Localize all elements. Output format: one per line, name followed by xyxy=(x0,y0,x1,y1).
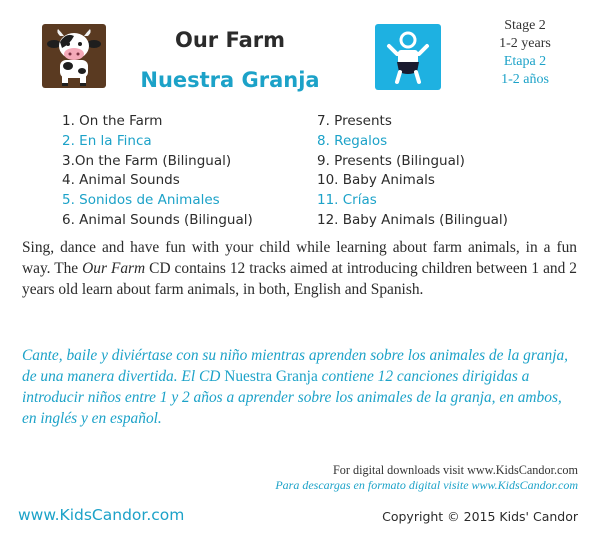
description-spanish-part1: Cante, baile y diviértase con su niño mientras aprenden sobre los animales de la granja, de una manera divertida. El CD xyxy=(22,347,569,385)
title-spanish: Nuestra Granja xyxy=(140,68,320,92)
track-item: 1. On the Farm xyxy=(62,113,163,129)
description-english xyxy=(22,237,577,300)
description-english-part1: Sing, dance and have fun with your child while learning about farm animals, in a fun way. The xyxy=(22,239,577,277)
cow-icon xyxy=(42,24,106,88)
description-spanish-part2: contiene 12 canciones dirigidas a introducir niños entre 1 y 2 años a aprender sobre los animales de la granja, en ambos, en inglés y en español. xyxy=(22,368,562,427)
downloads-english: For digital downloads visit www.KidsCandor.com xyxy=(333,463,578,477)
track-item: 7. Presents xyxy=(317,113,392,129)
stage-label: Stage 2 xyxy=(504,18,546,33)
website-link[interactable]: www.KidsCandor.com xyxy=(18,506,185,524)
downloads-spanish: Para descargas en formato digital visite www.KidsCandor.com xyxy=(275,478,578,492)
track-item: 9. Presents (Bilingual) xyxy=(317,152,465,169)
stage-info xyxy=(470,17,580,89)
edad-label: 1-2 años xyxy=(501,72,549,87)
cd-title-english: Our Farm xyxy=(82,260,146,277)
track-column-left xyxy=(62,112,302,231)
age-label: 1-2 years xyxy=(499,36,551,51)
track-item: 2. En la Finca xyxy=(62,132,152,149)
track-item: 10. Baby Animals xyxy=(317,172,435,189)
track-column-right xyxy=(317,112,557,231)
description-spanish xyxy=(22,345,577,429)
description-english-part2: CD contains 12 tracks aimed at introducing children between 1 and 2 years old learn about farm animals, in both, English and Spanish. xyxy=(22,260,577,298)
track-item: 3.On the Farm (Bilingual) xyxy=(62,152,232,169)
cd-title-spanish: Nuestra Granja xyxy=(224,368,318,385)
track-item: 8. Regalos xyxy=(317,132,388,149)
track-item: 11. Crías xyxy=(317,192,377,209)
copyright-notice: Copyright © 2015 Kids' Candor xyxy=(382,509,578,524)
track-item: 4. Animal Sounds xyxy=(62,172,180,189)
track-item: 5. Sonidos de Animales xyxy=(62,192,220,209)
baby-icon xyxy=(375,24,441,90)
track-item: 6. Animal Sounds (Bilingual) xyxy=(62,211,253,228)
etapa-label: Etapa 2 xyxy=(503,54,547,69)
track-item: 12. Baby Animals (Bilingual) xyxy=(317,211,508,228)
title-english: Our Farm xyxy=(175,28,285,52)
